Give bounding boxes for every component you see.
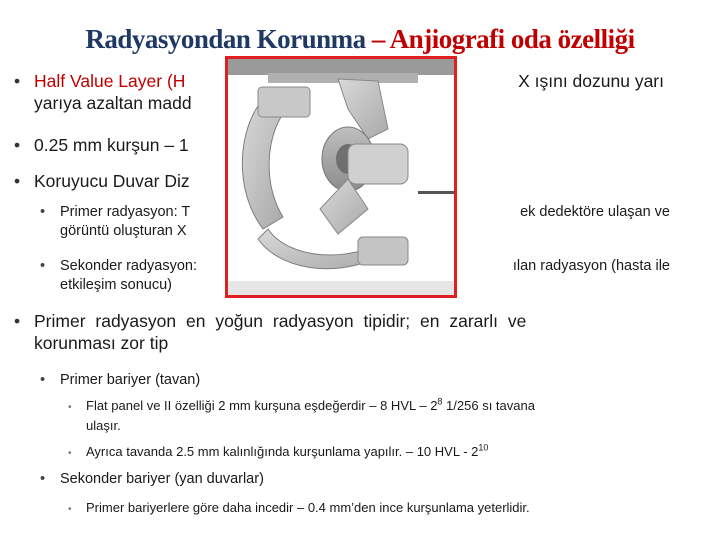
primary-main-line1: Primer radyasyon en yoğun radyasyon tipidir; en zararlı ve — [34, 311, 527, 331]
wall-text: Koruyucu Duvar Diz — [34, 171, 190, 191]
flat-panel-line1a: Flat panel ve II özelliği 2 mm kurşuna eşdeğerdir – 8 HVL – 2 — [86, 398, 438, 413]
bullet-dot: • — [68, 504, 72, 515]
title-main: Radyasyondan Korunma — [85, 24, 366, 54]
primary-main-line2: korunması zor tip — [34, 333, 169, 353]
bullet-dot: • — [40, 471, 46, 487]
bullet-dot: • — [40, 372, 46, 388]
flat-panel-line1b: 1/256 sı tavana — [442, 398, 535, 413]
secondary-rad-line1-left: Sekonder radyasyon: — [60, 258, 198, 274]
primary-rad-line2: görüntü oluşturan X — [60, 223, 187, 239]
bullet-dot: • — [68, 448, 72, 459]
bullet-dot: • — [14, 135, 21, 155]
slide-title — [0, 24, 720, 55]
bullet-dot: • — [14, 311, 21, 331]
bullet-secondary-barrier — [40, 470, 670, 489]
bullet-thinner — [68, 499, 668, 519]
secondary-rad-line1-right: ılan radyasyon (hasta ile — [512, 258, 670, 274]
secondary-barrier-text: Sekonder bariyer (yan duvarlar) — [60, 471, 264, 487]
flat-panel-sup: 8 — [437, 396, 443, 407]
hvl-line2: yarıya azaltan madd — [34, 93, 192, 113]
bullet-primary-barrier — [40, 371, 670, 390]
bullet-dot: • — [40, 258, 46, 274]
bullet-flat-panel — [68, 397, 668, 435]
angiography-device-image — [225, 56, 457, 298]
title-sub: – Anjiografi oda özelliği — [371, 24, 635, 54]
thinner-text: Primer bariyerlere göre daha incedir – 0.4 mm’den ince kurşunlama yeterlidir. — [86, 500, 530, 515]
ceiling-text: Ayrıca tavanda 2.5 mm kalınlığında kurşunlama yapılır. – 10 HVL - 2 — [86, 444, 479, 459]
bullet-ceiling — [68, 443, 668, 463]
flat-panel-line2: ulaşır. — [86, 418, 121, 433]
hvl-line1-left: Half Value Layer (H — [34, 71, 186, 91]
primary-rad-line1-left: Primer radyasyon: T — [60, 204, 191, 220]
c-arm-illustration — [228, 59, 454, 295]
bullet-dot: • — [14, 171, 21, 191]
primary-rad-line1-right: ek dedektöre ulaşan ve — [520, 204, 670, 220]
bullet-dot: • — [40, 204, 46, 220]
ceiling-sup: 10 — [478, 442, 489, 453]
primary-barrier-text: Primer bariyer (tavan) — [60, 372, 201, 388]
bullet-dot: • — [68, 402, 72, 413]
bullet-dot: • — [14, 71, 21, 91]
bullet-primary-main — [14, 310, 664, 354]
secondary-rad-line2: etkileşim sonucu) — [60, 277, 173, 293]
lead-text: 0.25 mm kurşun – 1 — [34, 135, 189, 155]
hvl-line1-right: X ışını dozunu yarı — [518, 71, 664, 91]
